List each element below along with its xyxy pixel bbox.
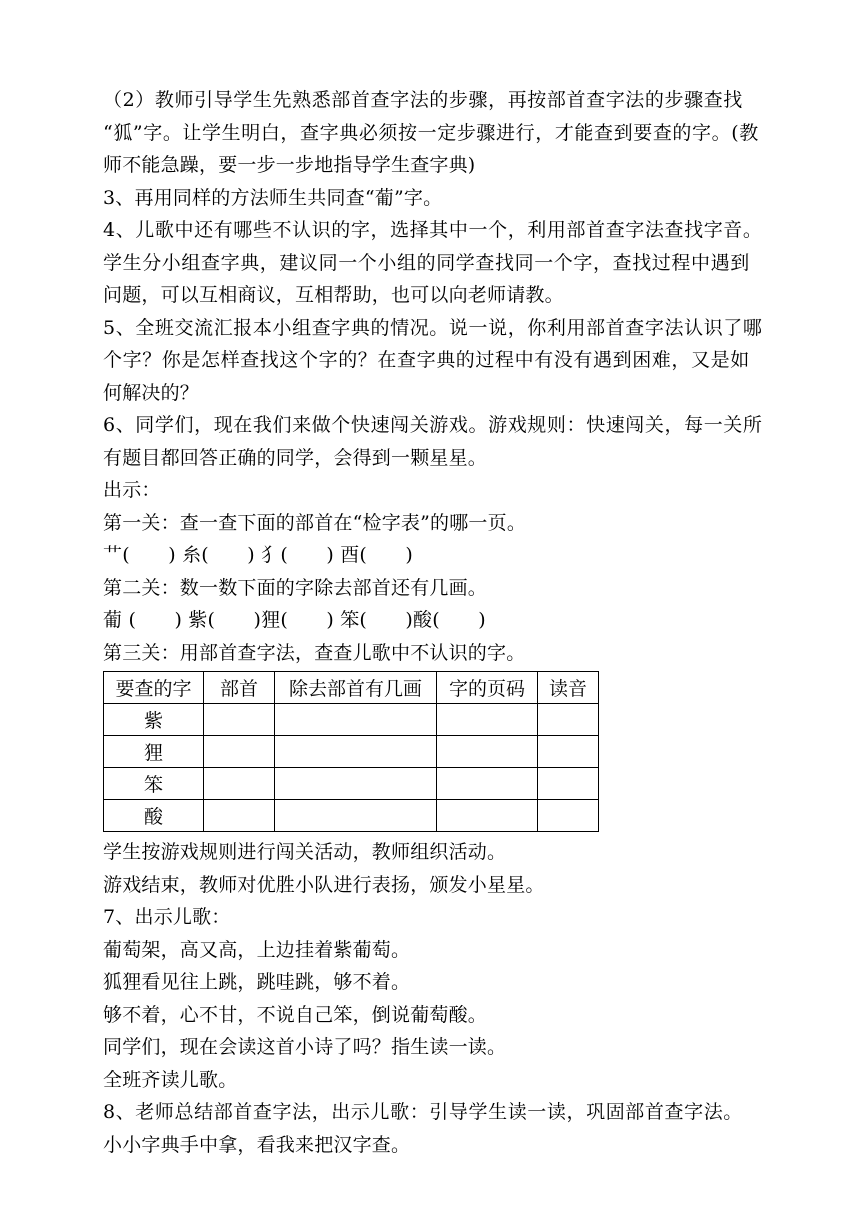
table-cell-empty [204,704,275,736]
table-cell-empty [538,704,599,736]
paragraph-line: 全班齐读儿歌。 [103,1068,238,1091]
table-row [104,736,599,768]
table-cell-empty [538,800,599,832]
paragraph-line: 师不能急躁，要一步一步地指导学生查字典) [103,154,476,176]
paragraph-line: 7、出示儿歌： [103,906,231,928]
table-cell-character: 狸 [104,736,204,768]
paragraph-line: 同学们，现在会读这首小诗了吗？指生读一读。 [103,1036,507,1058]
paragraph-line: 学生按游戏规则进行闯关活动，教师组织活动。 [103,841,507,863]
lookup-table [103,671,599,832]
table-cell-empty [275,800,437,832]
table-header-cell: 部首 [204,672,275,704]
paragraph-line: 4、儿歌中还有哪些不认识的字，选择其中一个，利用部首查字法查找字音。 [103,219,763,241]
lookup-table-wrapper [103,671,783,832]
poem-line: 葡萄架，高又高，上边挂着紫葡萄。 [103,938,411,961]
paragraph-line: 出示： [103,479,161,501]
paragraph-line: 有题目都回答正确的同学，会得到一颗星星。 [103,446,488,469]
paragraph-line: 8、老师总结部首查字法，出示儿歌：引导学生读一读，巩固部首查字法。 [103,1101,743,1123]
text-block-top [103,84,783,669]
table-cell-character: 紫 [104,704,204,736]
table-header-cell: 读音 [538,672,599,704]
table-cell-character: 酸 [104,800,204,832]
level-one-title: 第一关：查一查下面的部首在“检字表”的哪一页。 [103,511,527,534]
table-header-cell: 要查的字 [104,672,204,704]
poem-line: 够不着，心不甘，不说自己笨，倒说葡萄酸。 [103,1003,488,1026]
table-cell-character: 笨 [104,768,204,800]
document-page [103,84,783,1161]
paragraph-line: 何解决的？ [103,381,200,404]
level-two-characters: 葡 ( ) 紫( )狸( ) 笨( )酸( ) [103,609,486,631]
table-cell-empty [437,800,538,832]
table-cell-empty [204,800,275,832]
table-cell-empty [538,736,599,768]
table-cell-empty [204,736,275,768]
text-block-bottom [103,836,783,1161]
paragraph-line: 学生分小组查字典，建议同一个小组的同学查找同一个字，查找过程中遇到 [103,251,750,274]
paragraph-line: 3、再用同样的方法师生共同查“葡”字。 [103,186,443,209]
poem-line: 狐狸看见往上跳，跳哇跳，够不着。 [103,971,411,993]
table-cell-empty [275,768,437,800]
paragraph-line: 游戏结束，教师对优胜小队进行表扬，颁发小星星。 [103,873,545,896]
table-cell-empty [275,736,437,768]
table-header-cell: 除去部首有几画 [275,672,437,704]
table-row [104,768,599,800]
level-two-title: 第二关：数一数下面的字除去部首还有几画。 [103,576,488,599]
paragraph-line: 个字？你是怎样查找这个字的？在查字典的过程中有没有遇到困难，又是如 [103,349,750,371]
table-cell-empty [204,768,275,800]
paragraph-line: （2）教师引导学生先熟悉部首查字法的步骤，再按部首查字法的步骤查找 [103,89,743,111]
level-one-radicals: 艹( ) 糸( ) 犭( ) 酉( ) [103,544,414,566]
table-cell-empty [275,704,437,736]
table-header-row [104,672,599,704]
table-row [104,704,599,736]
table-cell-empty [437,704,538,736]
table-cell-empty [437,768,538,800]
table-row [104,800,599,832]
table-cell-empty [437,736,538,768]
level-three-title: 第三关：用部首查字法，查查儿歌中不认识的字。 [103,641,526,664]
table-cell-empty [538,768,599,800]
paragraph-line: “狐”字。让学生明白，查字典必须按一定步骤进行，才能查到要查的字。(教 [103,121,759,144]
paragraph-line: 6、同学们，现在我们来做个快速闯关游戏。游戏规则：快速闯关，每一关所 [103,414,763,436]
paragraph-line: 5、全班交流汇报本小组查字典的情况。说一说，你利用部首查字法认识了哪 [103,316,763,339]
poem-line: 小小字典手中拿，看我来把汉字查。 [103,1133,411,1156]
table-header-cell: 字的页码 [437,672,538,704]
paragraph-line: 问题，可以互相商议，互相帮助，也可以向老师请教。 [103,284,564,306]
